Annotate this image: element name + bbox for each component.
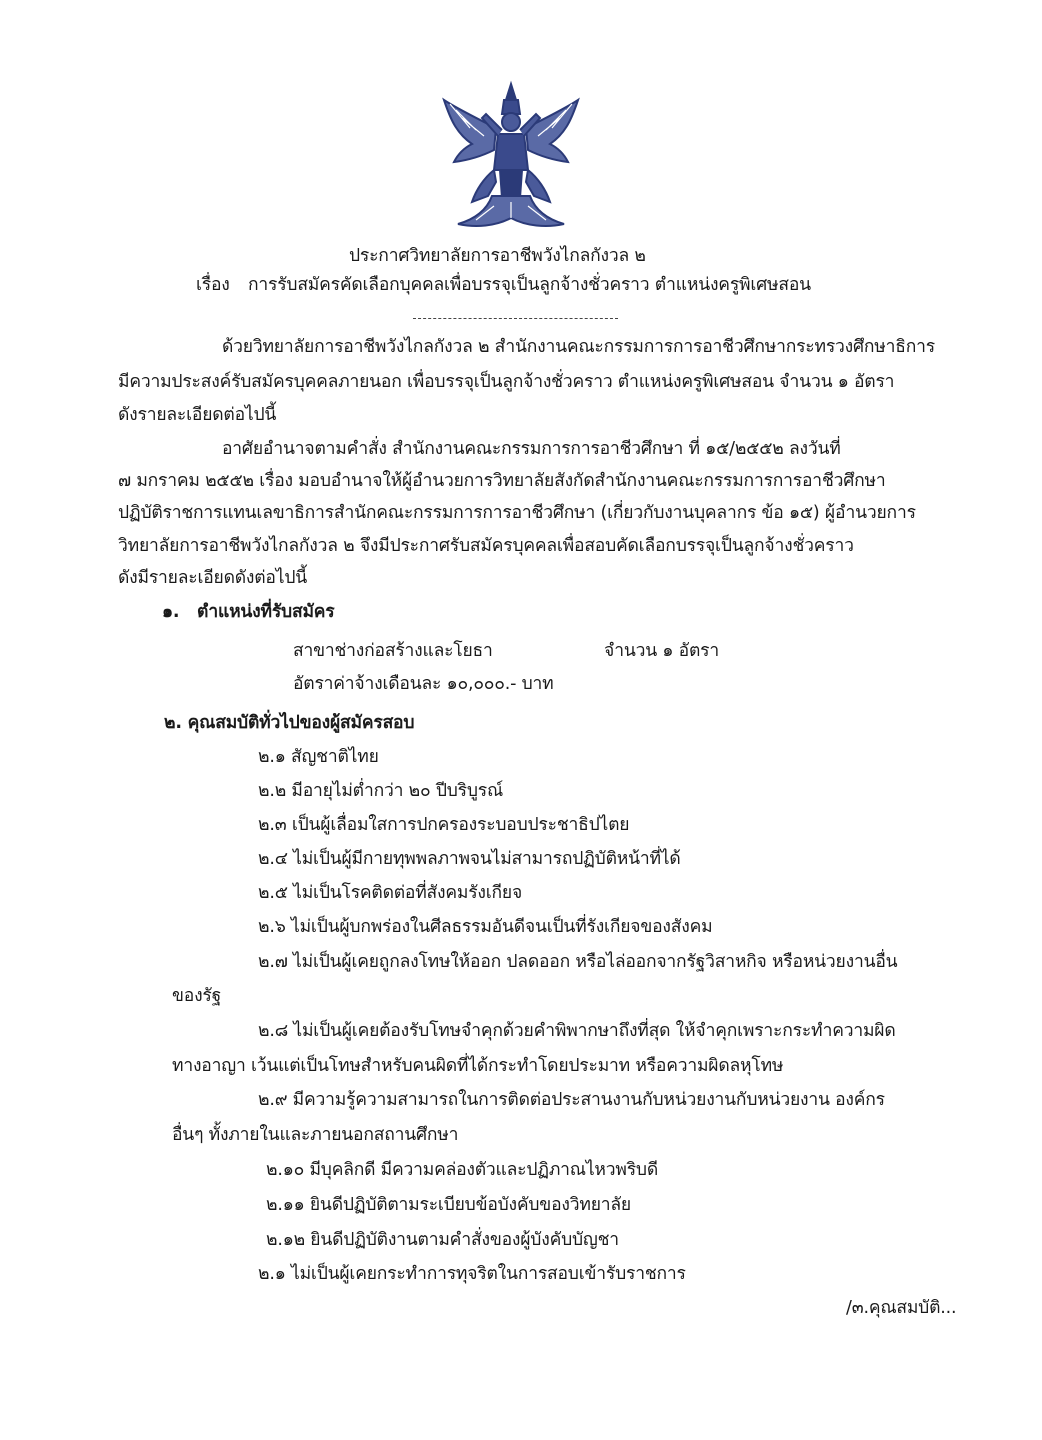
list-item: ๒.๒ มีอายุไม่ต่ำกว่า ๒๐ ปีบริบูรณ์ [258,781,504,801]
garuda-emblem-icon [436,78,586,238]
intro-p1-line1: ด้วยวิทยาลัยการอาชีพวังไกลกังวล ๒ สำนักงานคณะกรรมการการอาชีวศึกษากระทรวงศึกษาธิการ [222,337,935,357]
list-item: ๒.๑ สัญชาติไทย [258,747,379,767]
section1-number: ๑. [162,602,180,622]
header-divider [413,318,618,319]
intro-p2-line3: ปฏิบัติราชการแทนเลขาธิการสำนักคณะกรรมการการอาชีวศึกษา (เกี่ยวกับงานบุคลากร ข้อ ๑๕) ผู้อำนวยการ [118,503,916,523]
list-item: ๒.๓ เป็นผู้เลื่อมใสการปกครองระบอบประชาธิปไตย [258,815,630,835]
section2-heading: ๒. คุณสมบัติทั่วไปของผู้สมัครสอบ [164,713,415,733]
intro-p2-line1: อาศัยอำนาจตามคำสั่ง สำนักงานคณะกรรมการการอาชีวศึกษา ที่ ๑๕/๒๕๕๒ ลงวันที่ [222,439,841,459]
subject-label: เรื่อง [196,275,230,295]
intro-p1-line3: ดังรายละเอียดต่อไปนี้ [118,405,277,425]
section1-heading: ตำแหน่งที่รับสมัคร [197,602,335,622]
intro-p2-line2: ๗ มกราคม ๒๕๕๒ เรื่อง มอบอำนาจให้ผู้อำนวยการวิทยาลัยสังกัดสำนักงานคณะกรรมการการอาชีวศึกษา [118,471,886,491]
list-item-continuation: ทางอาญา เว้นแต่เป็นโทษสำหรับคนผิดที่ได้กระทำโดยประมาท หรือความผิดลหุโทษ [172,1056,784,1076]
page-continuation: /๓.คุณสมบัติ... [846,1298,957,1318]
list-item: ๒.๙ มีความรู้ความสามารถในการติดต่อประสานงานกับหน่วยงานกับหน่วยงาน องค์กร [258,1090,885,1110]
section1-count: จำนวน ๑ อัตรา [604,641,719,661]
list-item: ๒.๖ ไม่เป็นผู้บกพร่องในศีลธรรมอันดีจนเป็นที่รังเกียจของสังคม [258,917,713,937]
intro-p2-line5: ดังมีรายละเอียดดังต่อไปนี้ [118,568,308,588]
section1-salary: อัตราค่าจ้างเดือนละ ๑๐,๐๐๐.- บาท [293,674,554,694]
list-item: ๒.๑๑ ยินดีปฏิบัติตามระเบียบข้อบังคับของวิทยาลัย [266,1195,631,1215]
list-item: ๒.๑๐ มีบุคลิกดี มีความคล่องตัวและปฏิภาณไหวพริบดี [266,1160,658,1180]
list-item: ๒.๑ ไม่เป็นผู้เคยกระทำการทุจริตในการสอบเข้ารับราชการ [258,1264,686,1284]
intro-p1-line2: มีความประสงค์รับสมัครบุคคลภายนอก เพื่อบรรจุเป็นลูกจ้างชั่วคราว ตำแหน่งครูพิเศษสอน จำนวน ๑ อัตรา [118,372,895,392]
section1-branch: สาขาช่างก่อสร้างและโยธา [293,641,493,661]
list-item: ๒.๕ ไม่เป็นโรคติดต่อที่สังคมรังเกียจ [258,883,523,903]
list-item: ๒.๗ ไม่เป็นผู้เคยถูกลงโทษให้ออก ปลดออก หรือไล่ออกจากรัฐวิสาหกิจ หรือหน่วยงานอื่น [258,952,898,972]
subject-text: การรับสมัครคัดเลือกบุคคลเพื่อบรรจุเป็นลูกจ้างชั่วคราว ตำแหน่งครูพิเศษสอน [248,275,811,295]
list-item: ๒.๑๒ ยินดีปฏิบัติงานตามคำสั่งของผู้บังคับบัญชา [266,1230,619,1250]
list-item: ๒.๘ ไม่เป็นผู้เคยต้องรับโทษจำคุกด้วยคำพิพากษาถึงที่สุด ให้จำคุกเพราะกระทำความผิด [258,1021,896,1041]
page-title: ประกาศวิทยาลัยการอาชีพวังไกลกังวล ๒ [349,246,646,266]
list-item-continuation: ของรัฐ [172,986,222,1006]
list-item-continuation: อื่นๆ ทั้งภายในและภายนอกสถานศึกษา [172,1125,459,1145]
intro-p2-line4: วิทยาลัยการอาชีพวังไกลกังวล ๒ จึงมีประกาศรับสมัครบุคคลเพื่อสอบคัดเลือกบรรจุเป็นลูกจ้างชั่วคราว [118,536,854,556]
list-item: ๒.๔ ไม่เป็นผู้มีกายทุพพลภาพจนไม่สามารถปฏิบัติหน้าที่ได้ [258,849,681,869]
